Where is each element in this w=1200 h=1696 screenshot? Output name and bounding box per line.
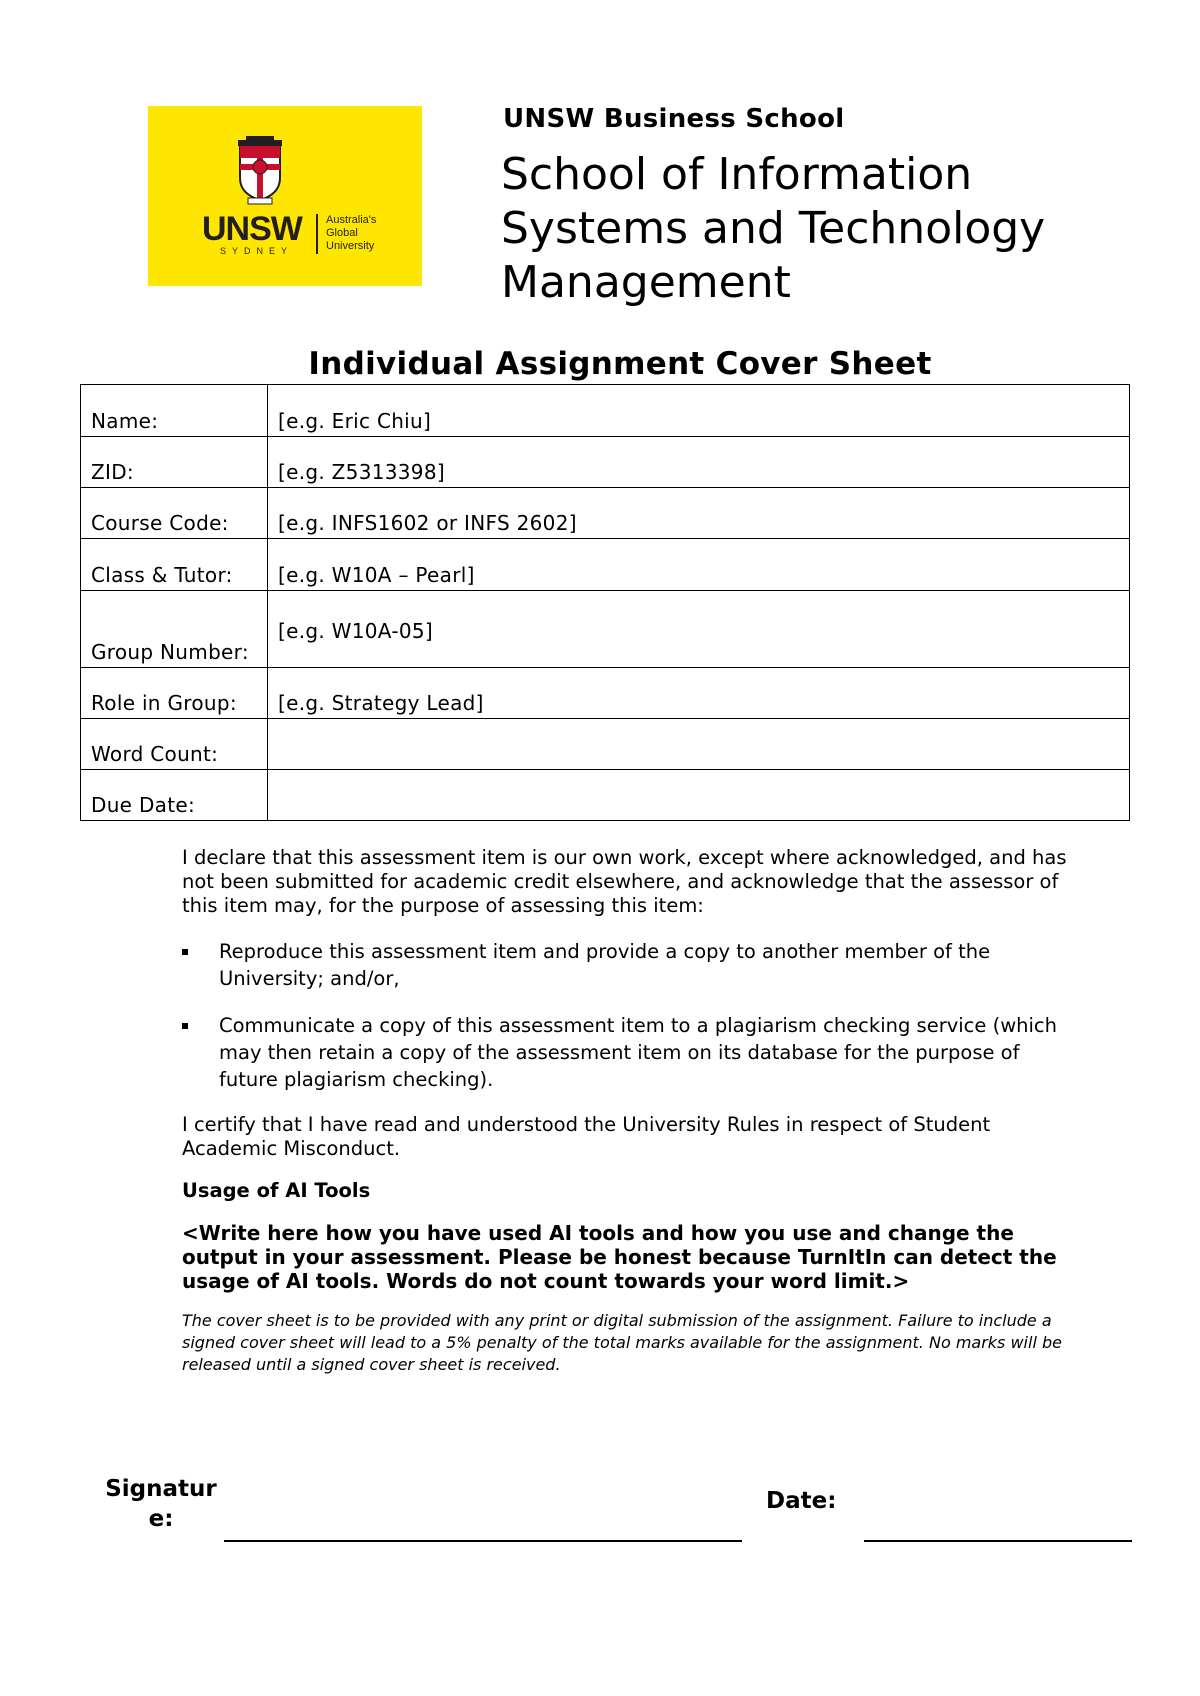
declaration-intro: I declare that this assessment item is our own work, except where acknowledged, and has not been submitted for academic credit elsewhere, and acknowledge that the assessor of this item may, for the purpose of assessing this item:: [182, 846, 1067, 917]
group-number-label: Group Number:: [81, 591, 268, 668]
zid-field[interactable]: [e.g. Z5313398]: [268, 437, 1130, 488]
logo-divider: [316, 214, 318, 254]
bullet-icon: [182, 949, 188, 955]
sheet-title: Individual Assignment Cover Sheet: [308, 346, 932, 382]
ai-tools-heading: Usage of AI Tools: [182, 1179, 371, 1202]
name-field[interactable]: [e.g. Eric Chiu]: [268, 385, 1130, 437]
bullet-text: Communicate a copy of this assessment item to a plagiarism checking service (which may then retain a copy of the assessment item on its database for the purpose of future plagiarism checking).: [219, 1014, 1058, 1091]
due-date-field[interactable]: [268, 770, 1130, 821]
declaration-bullets: [182, 938, 1082, 1093]
certify-statement: I certify that I have read and understood the University Rules in respect of Student Academic Misconduct.: [182, 1113, 991, 1160]
business-school-name: UNSW Business School: [503, 104, 845, 134]
table-row: [81, 719, 1130, 770]
unsw-logo: [148, 106, 422, 286]
logo-tagline: [326, 214, 376, 253]
tagline-line: Global: [326, 227, 358, 239]
table-row: [81, 385, 1130, 437]
student-details-table: [80, 384, 1130, 821]
class-tutor-label: Class & Tutor:: [81, 539, 268, 591]
signature-label-line: e:: [148, 1506, 174, 1532]
unsw-wordmark: UNSW: [202, 210, 302, 248]
list-item: [182, 1012, 1082, 1093]
word-count-field[interactable]: [268, 719, 1130, 770]
tagline-line: Australia's: [326, 214, 377, 226]
date-label: Date:: [766, 1488, 837, 1514]
table-row: [81, 668, 1130, 719]
group-number-field[interactable]: [e.g. W10A-05]: [268, 591, 1130, 668]
school-title: [501, 148, 1045, 310]
zid-label: ZID:: [81, 437, 268, 488]
role-field[interactable]: [e.g. Strategy Lead]: [268, 668, 1130, 719]
ai-tools-prompt[interactable]: <Write here how you have used AI tools and how you use and change the output in your assessment. Please be honest because TurnItIn can detect the usage of AI tools. Words do not count towards your word limit.>: [182, 1221, 1057, 1293]
signature-label-line: Signatur: [105, 1476, 217, 1502]
signature-label: [92, 1474, 230, 1534]
school-title-line: Systems and Technology: [501, 203, 1046, 254]
course-code-field[interactable]: [e.g. INFS1602 or INFS 2602]: [268, 488, 1130, 539]
table-row: [81, 539, 1130, 591]
penalty-note: The cover sheet is to be provided with any print or digital submission of the assignment. Failure to include a signed cover sheet will lead to a 5% penalty of the total marks available for the assignment. No marks will be released until a signed cover sheet is received.: [182, 1311, 1062, 1374]
date-line[interactable]: [864, 1540, 1132, 1542]
table-row: [81, 488, 1130, 539]
bullet-icon: [182, 1023, 188, 1029]
role-label: Role in Group:: [81, 668, 268, 719]
school-title-line: Management: [501, 257, 791, 308]
word-count-label: Word Count:: [81, 719, 268, 770]
signature-line[interactable]: [224, 1540, 742, 1542]
class-tutor-field[interactable]: [e.g. W10A – Pearl]: [268, 539, 1130, 591]
school-title-line: School of Information: [501, 149, 973, 200]
list-item: [182, 938, 1082, 992]
tagline-line: University: [326, 240, 375, 252]
name-label: Name:: [81, 385, 268, 437]
unsw-crest-icon: [236, 136, 284, 206]
table-row: [81, 591, 1130, 668]
table-row: [81, 770, 1130, 821]
table-row: [81, 437, 1130, 488]
bullet-text: Reproduce this assessment item and provide a copy to another member of the University; and/or,: [219, 940, 991, 990]
due-date-label: Due Date:: [81, 770, 268, 821]
unsw-city: SYDNEY: [220, 246, 294, 256]
course-code-label: Course Code:: [81, 488, 268, 539]
declaration-section: [182, 846, 1082, 1376]
